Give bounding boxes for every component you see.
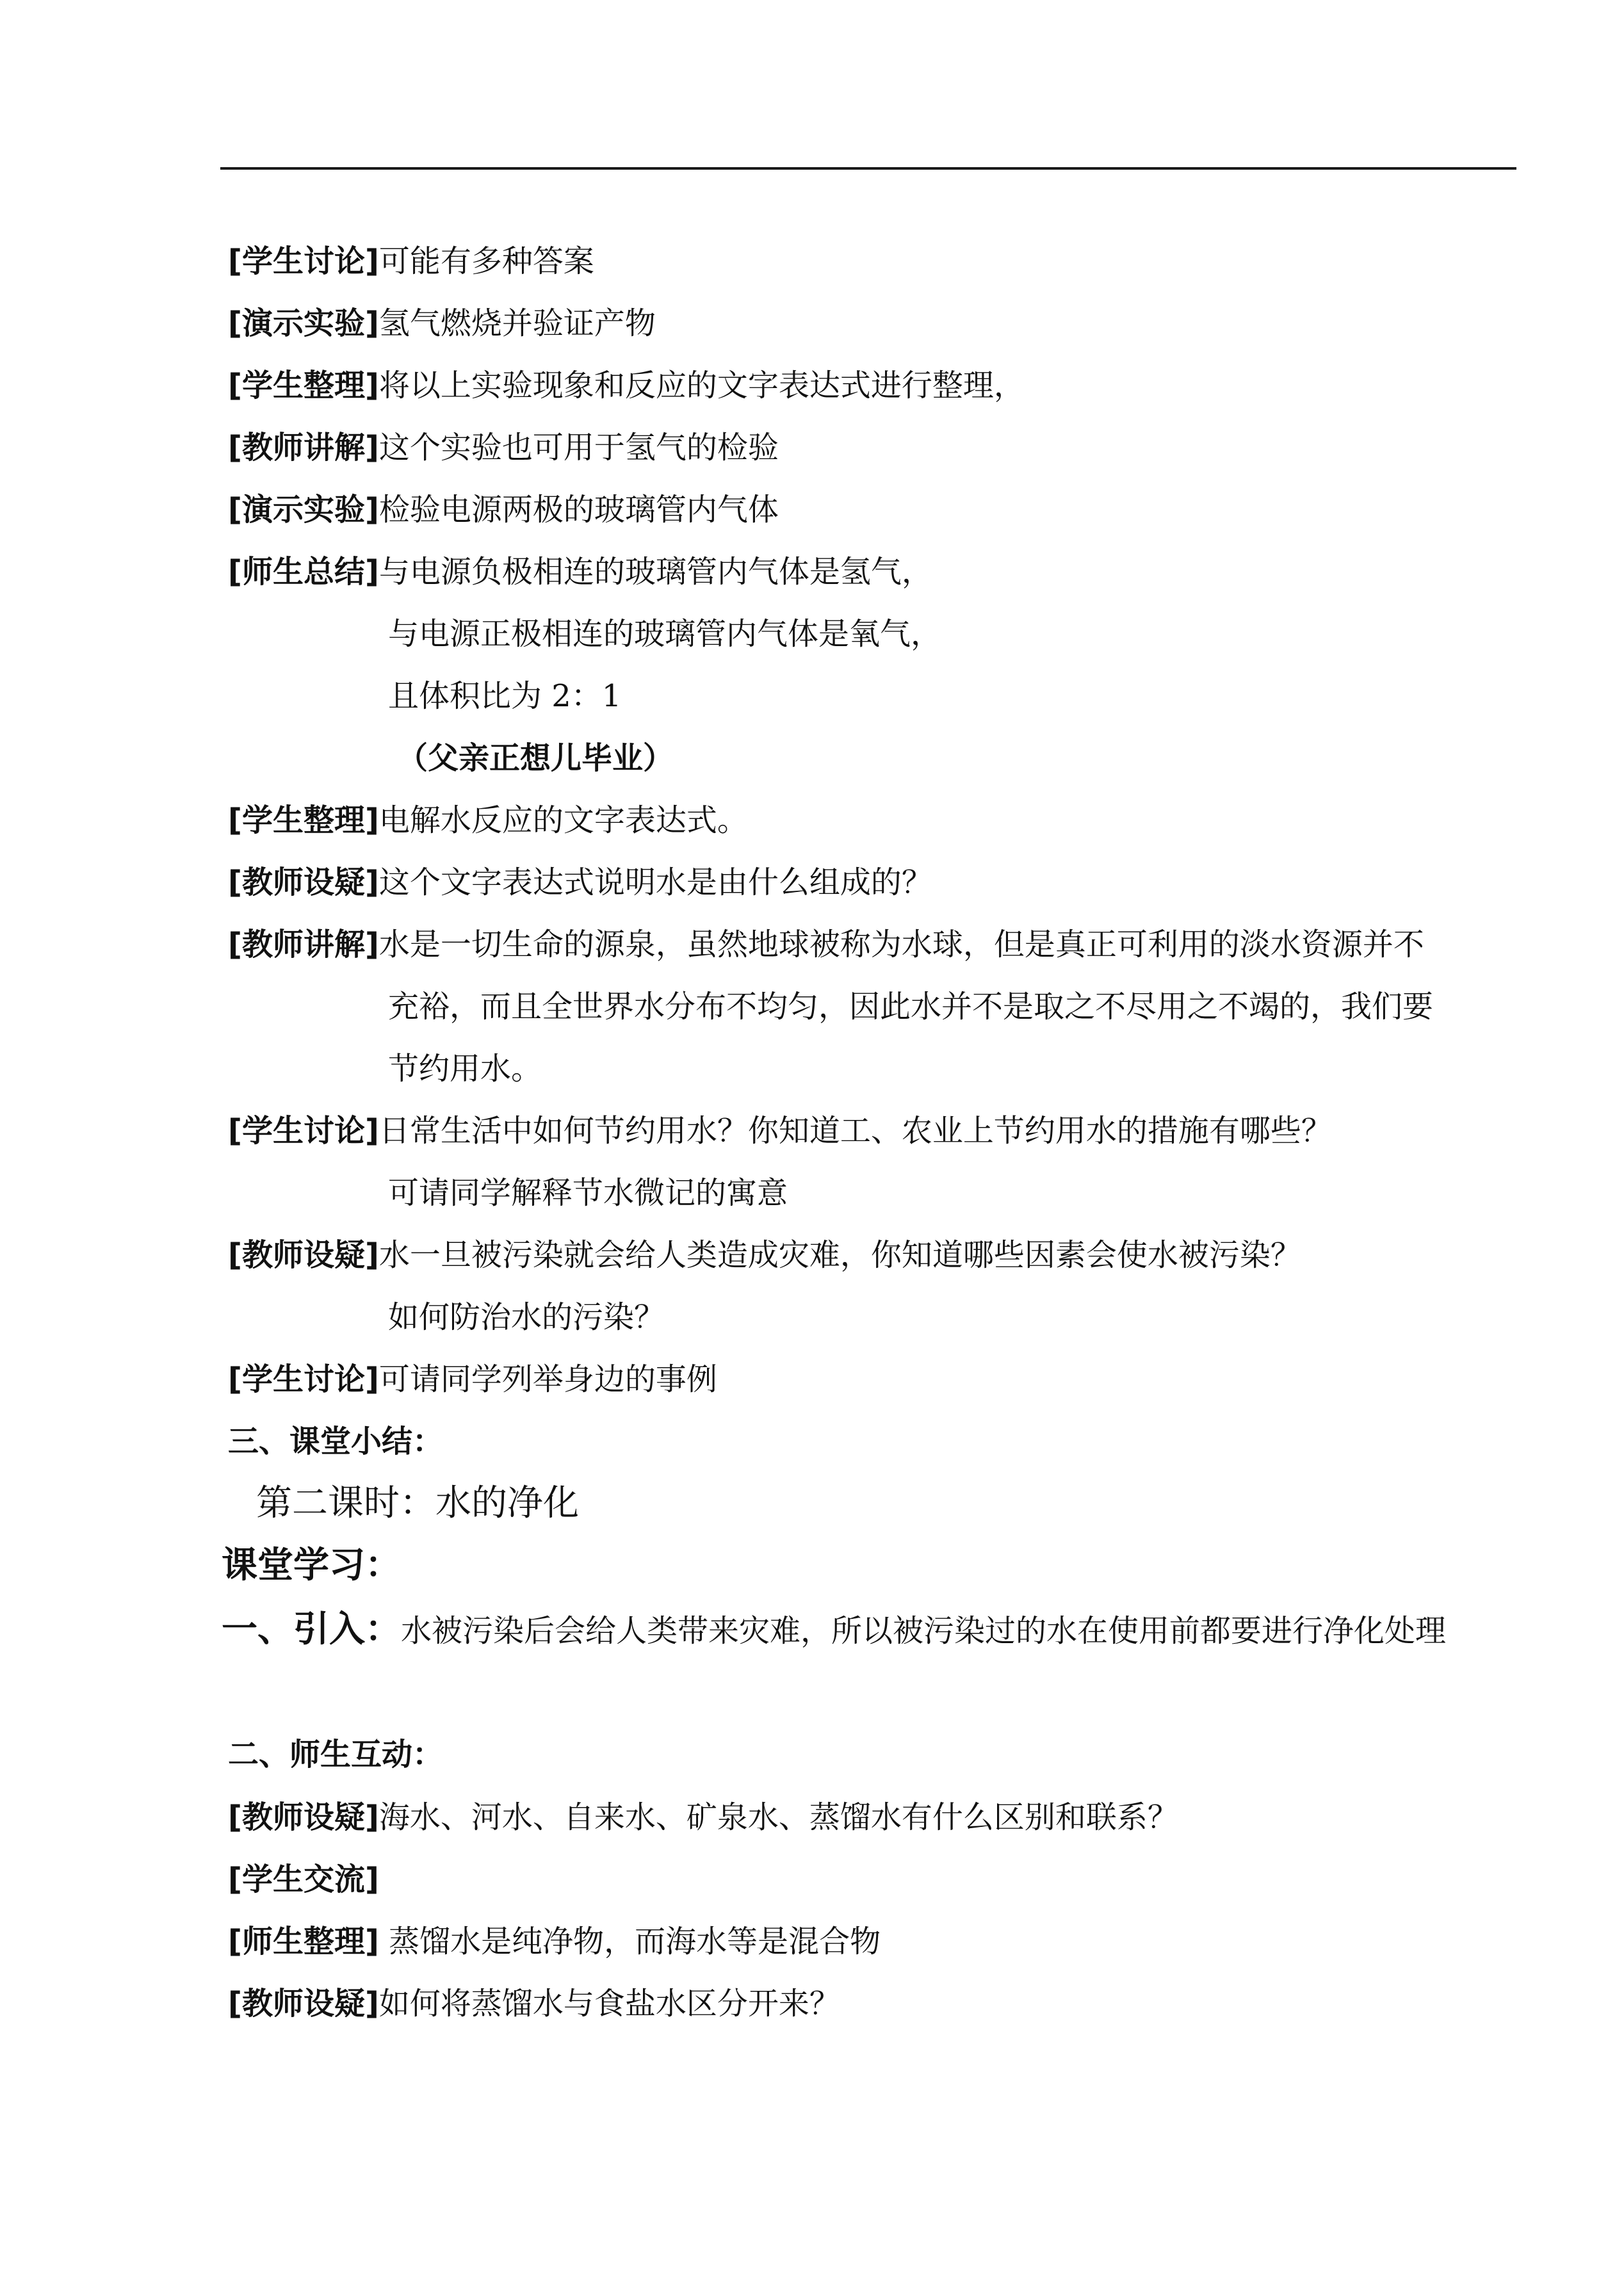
line-text: 蒸馏水是纯净物，而海水等是混合物 — [378, 1924, 881, 1959]
line-text: 与电源负极相连的玻璃管内气体是氢气， — [378, 554, 932, 590]
dialogue-line — [228, 863, 932, 902]
line-text: 水是一切生命的源泉，虽然地球被称为水球，但是真正可利用的淡水资源并不 — [378, 927, 1424, 962]
line-text: 电解水反应的文字表达式。 — [378, 802, 748, 838]
line-text: 海水、河水、自来水、矿泉水、蒸馏水有什么区别和联系？ — [378, 1799, 1178, 1835]
header-rule — [220, 167, 1516, 170]
role-tag: [学生整理] — [228, 802, 379, 838]
role-tag: [学生讨论] — [228, 243, 379, 279]
dialogue-line — [228, 1860, 379, 1899]
line-text: 可请同学列举身边的事例 — [378, 1361, 717, 1397]
study-heading: 课堂学习： — [222, 1545, 401, 1586]
dialogue-line — [228, 801, 748, 839]
dialogue-line — [228, 1360, 717, 1399]
role-tag: [演示实验] — [228, 305, 379, 341]
dialogue-line — [228, 1112, 1332, 1150]
line-text: 这个文字表达式说明水是由什么组成的？ — [378, 864, 932, 900]
mnemonic-text: （父亲正想儿毕业） — [397, 740, 674, 776]
interaction-heading: 二、师生互动： — [228, 1737, 444, 1772]
line-text: 氢气燃烧并验证产物 — [378, 305, 656, 341]
continuation-line: 充裕，而且全世界水分布不均匀，因此水并不是取之不尽用之不竭的，我们要 — [388, 989, 1434, 1025]
intro-line — [222, 1607, 1446, 1653]
line-text: 这个实验也可用于氢气的检验 — [378, 430, 779, 466]
dialogue-line — [228, 366, 1025, 405]
continuation-line: 如何防治水的污染？ — [388, 1299, 665, 1335]
dialogue-line — [228, 1798, 1178, 1837]
role-tag: [学生讨论] — [228, 1113, 379, 1149]
role-tag: [教师设疑] — [228, 1986, 379, 2022]
dialogue-line — [228, 1236, 1301, 1274]
line-text: 检验电源两极的玻璃管内气体 — [378, 492, 779, 528]
dialogue-line — [228, 1922, 881, 1961]
dialogue-line — [228, 553, 932, 591]
role-tag: [学生整理] — [228, 368, 379, 403]
role-tag: [教师设疑] — [228, 1237, 379, 1273]
role-tag: [师生整理] — [228, 1924, 379, 1959]
role-tag: [学生讨论] — [228, 1361, 379, 1397]
dialogue-line — [228, 925, 1424, 964]
continuation-line: 可请同学解释节水微记的寓意 — [388, 1175, 788, 1211]
role-tag: [教师设疑] — [228, 1799, 379, 1835]
role-tag: [学生交流] — [228, 1861, 379, 1897]
line-text: 日常生活中如何节约用水？你知道工、农业上节约用水的措施有哪些？ — [378, 1113, 1332, 1149]
lesson-title: 第二课时：水的净化 — [256, 1482, 579, 1524]
dialogue-line — [228, 304, 656, 343]
intro-text: 水被污染后会给人类带来灾难，所以被污染过的水在使用前都要进行净化处理 — [401, 1613, 1447, 1649]
dialogue-line — [228, 491, 779, 529]
dialogue-line — [228, 428, 779, 467]
role-tag: [演示实验] — [228, 492, 379, 528]
role-tag: [教师设疑] — [228, 864, 379, 900]
role-tag: [教师讲解] — [228, 430, 379, 466]
role-tag: [教师讲解] — [228, 927, 379, 962]
dialogue-line — [228, 242, 594, 280]
dialogue-line — [228, 1984, 840, 2023]
line-text: 水一旦被污染就会给人类造成灾难，你知道哪些因素会使水被污染？ — [378, 1237, 1301, 1273]
line-text: 可能有多种答案 — [378, 243, 594, 279]
continuation-line: 节约用水。 — [388, 1051, 542, 1087]
continuation-line: 与电源正极相连的玻璃管内气体是氧气， — [388, 616, 942, 652]
role-tag: [师生总结] — [228, 554, 379, 590]
continuation-line: 且体积比为 2：1 — [388, 678, 622, 714]
intro-label: 一、引入： — [222, 1609, 401, 1650]
summary-heading: 三、课堂小结： — [228, 1423, 444, 1459]
line-text: 将以上实验现象和反应的文字表达式进行整理， — [378, 368, 1025, 403]
line-text: 如何将蒸馏水与食盐水区分开来？ — [378, 1986, 840, 2022]
